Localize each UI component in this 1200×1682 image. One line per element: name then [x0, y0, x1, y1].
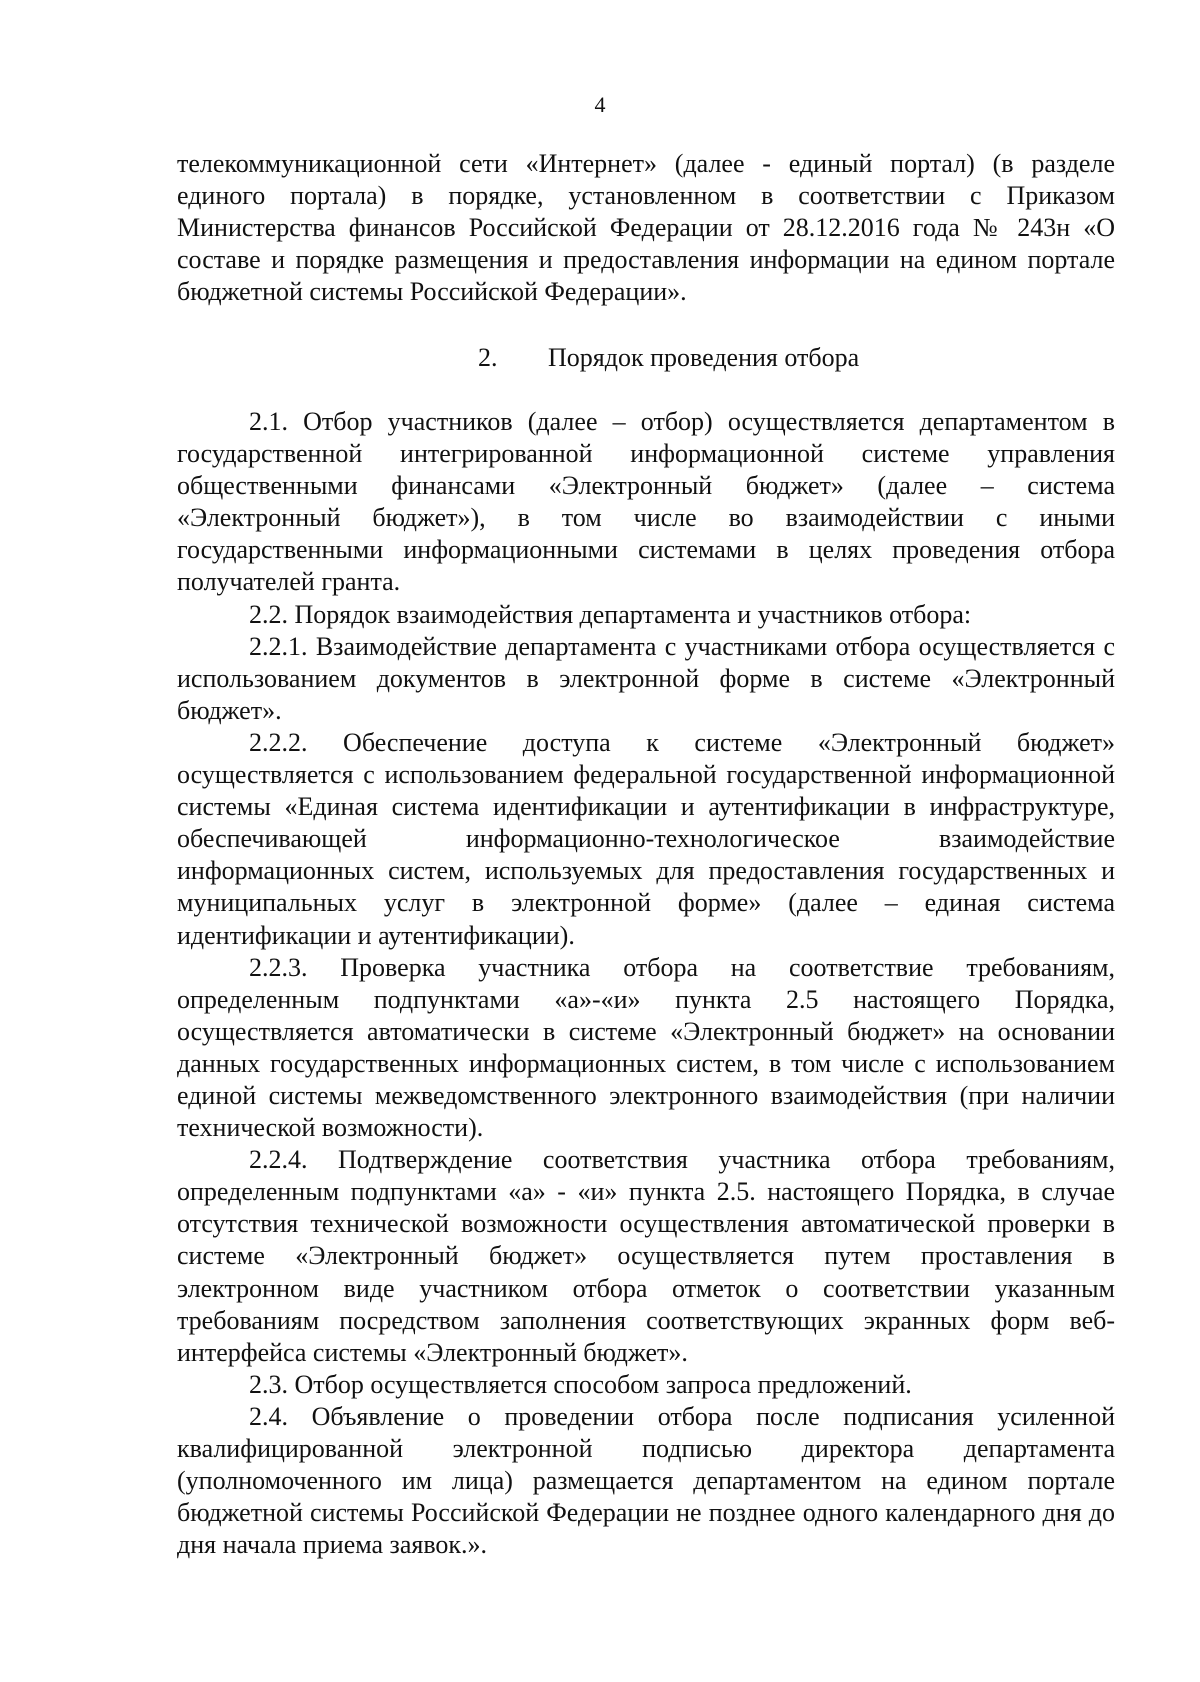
- section-body: [177, 406, 1115, 1561]
- paragraph-2-4: 2.4. Объявление о проведении отбора после подписания усиленной квалифицированной электронной подписью директора департамента (уполномоченного им лица) размещается департаментом на едином портале бюджетной системы Российской Федерации не позднее одного календарного дня до дня начала приема заявок.».: [177, 1401, 1115, 1560]
- paragraph-2-2-2: 2.2.2. Обеспечение доступа к системе «Электронный бюджет» осуществляется с использованием федеральной государственной информационной системы «Единая система идентификации и аутентификации в инфраструктуре, обеспечивающей информационно-технологическое взаимодействие информационных систем, используемых для предоставления государственных и муниципальных услуг в электронной форме» (далее – единая система идентификации и аутентификации).: [177, 727, 1115, 950]
- page-number: 4: [594, 92, 606, 117]
- paragraph-2-1: 2.1. Отбор участников (далее – отбор) осуществляется департаментом в государственной интегрированной информационной системе управления общественными финансами «Электронный бюджет» (далее – система «Электронный бюджет»), в том числе во взаимодействии с иными государственными информационными системами в целях проведения отбора получателей гранта.: [177, 407, 1115, 597]
- section-title: Порядок проведения отбора: [548, 343, 860, 372]
- paragraph-2-2: 2.2. Порядок взаимодействия департамента и участников отбора:: [249, 599, 972, 629]
- paragraph-2-2-3: 2.2.3. Проверка участника отбора на соответствие требованиям, определенным подпунктами «а»-«и» пункта 2.5 настоящего Порядка, осуществляется автоматически в системе «Электронный бюджет» на основании данных государственных информационных систем, в том числе с использованием единой системы межведомственного электронного взаимодействия (при наличии технической возможности).: [177, 952, 1115, 1143]
- intro-block: [177, 148, 1115, 308]
- paragraph-2-2-1: 2.2.1. Взаимодействие департамента с участниками отбора осуществляется с использованием документов в электронной форме в системе «Электронный бюджет».: [177, 631, 1115, 725]
- paragraph-2-3: 2.3. Отбор осуществляется способом запроса предложений.: [249, 1369, 912, 1399]
- paragraph-2-2-4: 2.2.4. Подтверждение соответствия участника отбора требованиям, определенным подпунктами «а» - «и» пункта 2.5. настоящего Порядка, в случае отсутствия технической возможности осуществления автоматической проверки в системе «Электронный бюджет» осуществляется путем проставления в электронном виде участником отбора отметок о соответствии указанным требованиям посредством заполнения соответствующих экранных форм веб-интерфейса системы «Электронный бюджет».: [177, 1145, 1115, 1367]
- section-number: 2.: [478, 343, 498, 372]
- intro-paragraph: телекоммуникационной сети «Интернет» (далее - единый портал) (в разделе единого портала) в порядке, установленном в соответствии с Приказом Министерства финансов Российской Федерации от 28.12.2016 года № 243н «О составе и порядке размещения и предоставления информации на едином портале бюджетной системы Российской Федерации».: [177, 149, 1115, 307]
